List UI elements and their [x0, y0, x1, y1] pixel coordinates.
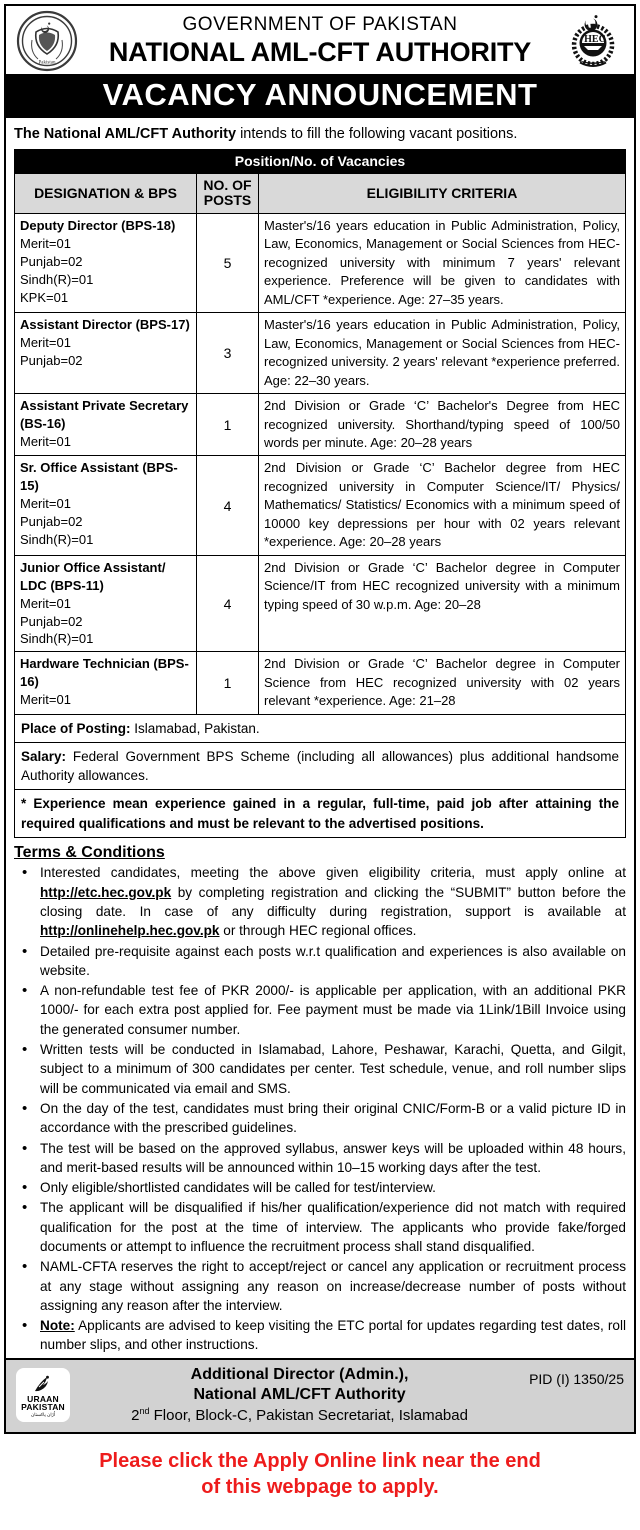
- table-title-row: [15, 149, 626, 173]
- list-item: [14, 1316, 626, 1355]
- cell-designation: [15, 394, 197, 456]
- list-item: [14, 1178, 626, 1197]
- quota-line: Merit=01: [20, 335, 71, 351]
- footer-address-block: [70, 1365, 529, 1425]
- masthead-text: [78, 14, 562, 68]
- quota-line: Punjab=02: [20, 253, 83, 269]
- intro-rest: intends to fill the following vacant positions.: [236, 125, 518, 142]
- footer-line-1: Additional Director (Admin.),: [190, 1365, 409, 1383]
- term-text: The test will be based on the approved syllabus, answer keys will be uploaded within 48 hours, and merit-based results will be announced within 10–15 working days after the test.: [40, 1140, 626, 1175]
- term-text: Only eligible/shortlisted candidates will be called for test/interview.: [40, 1180, 436, 1196]
- experience-note-row: [15, 790, 626, 838]
- designation-title: Hardware Technician (BPS-16): [20, 656, 189, 690]
- cell-posts: 5: [197, 214, 259, 313]
- list-item: [14, 942, 626, 981]
- svg-text:Pakistan: Pakistan: [38, 60, 56, 66]
- table-header-row: [15, 173, 626, 213]
- footer-line3-pre: 2: [131, 1406, 140, 1424]
- cell-posts: 3: [197, 313, 259, 394]
- column-header-designation: DESIGNATION & BPS: [15, 173, 197, 213]
- cell-posts: 4: [197, 555, 259, 652]
- table-title: Position/No. of Vacancies: [15, 149, 626, 173]
- table-row: [15, 214, 626, 313]
- footer-line-3: [70, 1406, 529, 1425]
- quota-line: Merit=01: [20, 235, 71, 251]
- list-item: [14, 1040, 626, 1098]
- term-text: Written tests will be conducted in Islamabad, Lahore, Peshawar, Karachi, Quetta, and Gilgit, subject to a minimum of 300 candidates per center. Test schedule, venue, and roll number slips will be communicated via email and SMS.: [40, 1042, 626, 1096]
- external-link[interactable]: http://onlinehelp.hec.gov.pk: [40, 923, 220, 939]
- list-item: [14, 1198, 626, 1256]
- uraan-pakistan-logo-icon: [16, 1368, 70, 1422]
- quota-line: Merit=01: [20, 595, 71, 611]
- designation-title: Junior Office Assistant/ LDC (BPS-11): [20, 559, 166, 593]
- hec-logo-icon: [562, 10, 624, 72]
- quota-line: Sindh(R)=01: [20, 271, 94, 287]
- place-of-posting-row: [15, 714, 626, 742]
- authority-title: NATIONAL AML-CFT AUTHORITY: [108, 36, 532, 67]
- term-text: Interested candidates, meeting the above given eligibility criteria, must apply online at: [40, 865, 626, 881]
- column-header-eligibility: ELIGIBILITY CRITERIA: [259, 173, 626, 213]
- pid-number: PID (I) 1350/25: [529, 1370, 624, 1387]
- footer-line3-sup: nd: [139, 1405, 150, 1416]
- intro-bold: The National AML/CFT Authority: [14, 125, 237, 142]
- term-text: or through HEC regional offices.: [219, 923, 417, 939]
- uraan-line3: اُڑان پاکستان: [30, 1411, 56, 1417]
- svg-text:HEC: HEC: [584, 34, 606, 45]
- table-row: [15, 555, 626, 652]
- footer-line-2: National AML/CFT Authority: [193, 1386, 406, 1404]
- salary-row: [15, 742, 626, 789]
- cell-designation: [15, 214, 197, 313]
- cell-posts: 4: [197, 456, 259, 555]
- table-row: [15, 456, 626, 555]
- term-text: NAML-CFTA reserves the right to accept/reject or cancel any application or recruitment process at any stage without assigning any reason on increase/decrease number of posts without assigning any reason after the interview.: [40, 1259, 626, 1313]
- term-text: by completing registration and clicking the “SUBMIT” button before the closing date. In case of any difficulty during registration, support is available at: [40, 884, 626, 919]
- cell-eligibility: 2nd Division or Grade ‘C’ Bachelor degree from HEC recognized university in Computer Science/IT/ Physics/ Mathematics/ Statistics/ Economics with a minimum speed of 10000 key depressions per hour with 02 years relevant *experience. Age: 20–28 years: [259, 456, 626, 555]
- advertisement-footer: [6, 1358, 634, 1432]
- apply-note-line-2: of this webpage to apply.: [201, 1475, 439, 1498]
- cell-posts: 1: [197, 394, 259, 456]
- term-text: Detailed pre-requisite against each posts w.r.t qualification and experiences is also available on website.: [40, 943, 626, 978]
- experience-definition-note: * Experience mean experience gained in a regular, full-time, paid job after attaining the required qualifications and must be relevant to the advertised positions.: [15, 790, 626, 838]
- cell-designation: [15, 313, 197, 394]
- column-header-posts: NO. OF POSTS: [197, 173, 259, 213]
- cell-eligibility: 2nd Division or Grade ‘C’ Bachelor degree in Computer Science/IT from HEC recognized university with a minimum typing speed of 30 w.p.m. Age: 20–28: [259, 555, 626, 652]
- cell-designation: [15, 456, 197, 555]
- intro-paragraph: [6, 118, 634, 149]
- apply-online-note: [0, 1434, 640, 1510]
- term-text: Applicants are advised to keep visiting the ETC portal for updates regarding test dates, roll number slips, and other instructions.: [40, 1318, 626, 1353]
- list-item: [14, 1099, 626, 1138]
- government-of-pakistan-emblem-icon: [16, 10, 78, 72]
- list-item: [14, 1257, 626, 1315]
- government-title: GOVERNMENT OF PAKISTAN: [182, 14, 458, 36]
- vacancy-announcement-page: [0, 4, 640, 1530]
- designation-title: Sr. Office Assistant (BPS-15): [20, 460, 178, 494]
- cell-eligibility: 2nd Division or Grade ‘C’ Bachelor degree in Computer Science from HEC recognized university with 02 years relevant *experience. Age: 21–28: [259, 652, 626, 714]
- quota-line: KPK=01: [20, 289, 69, 305]
- place-of-posting: Place of Posting: Islamabad, Pakistan.: [15, 714, 626, 742]
- designation-title: Assistant Private Secretary (BS-16): [20, 398, 189, 432]
- quota-line: Sindh(R)=01: [20, 631, 94, 647]
- quota-line: Merit=01: [20, 433, 71, 449]
- salary: Salary: Federal Government BPS Scheme (including all allowances) plus additional handsome Authority allowances.: [15, 742, 626, 789]
- designation-title: Assistant Director (BPS-17): [20, 317, 190, 333]
- note-label: Note:: [40, 1318, 75, 1334]
- term-text: A non-refundable test fee of PKR 2000/- is applicable per application, with an additional PKR 1000/- for each extra post applied for. Fee payment must be made via 1Link/1Bill Invoice using the generated consumer number.: [40, 983, 626, 1037]
- quota-line: Punjab=02: [20, 353, 83, 369]
- quota-line: Punjab=02: [20, 613, 83, 629]
- uraan-line2: PAKISTAN: [21, 1402, 65, 1413]
- designation-title: Deputy Director (BPS-18): [20, 218, 176, 234]
- cell-eligibility: 2nd Division or Grade ‘C’ Bachelor's Degree from HEC recognized university. Shorthand/typing speed of 100/50 words per minute. Age: 20–28 years: [259, 394, 626, 456]
- cell-eligibility: Master's/16 years education in Public Administration, Policy, Law, Economics, Management or Social Sciences from HEC-recognized university. 2 years' relevant *experience preferred. Age: 22–30 years.: [259, 313, 626, 394]
- list-item: [14, 863, 626, 940]
- cell-posts: 1: [197, 652, 259, 714]
- quota-line: Punjab=02: [20, 514, 83, 530]
- term-text: On the day of the test, candidates must bring their original CNIC/Form-B or a valid picture ID in accordance with the prescribed guidelines.: [40, 1100, 626, 1136]
- footer-line3-post: Floor, Block-C, Pakistan Secretariat, Islamabad: [149, 1406, 468, 1424]
- table-row: [15, 652, 626, 714]
- list-item: [14, 981, 626, 1039]
- quota-line: Merit=01: [20, 496, 71, 512]
- quota-line: Sindh(R)=01: [20, 532, 94, 548]
- term-text: The applicant will be disqualified if his/her qualification/experience did not match with required qualification for the post at the time of interview. The applicants who provide fake/forged documents or attempt to influence the recruitment process shall stand disqualified.: [40, 1200, 626, 1254]
- cell-designation: [15, 652, 197, 714]
- cell-designation: [15, 555, 197, 652]
- external-link[interactable]: http://etc.hec.gov.pk: [40, 884, 172, 900]
- uraan-line1: URAAN: [27, 1393, 59, 1404]
- terms-title: Terms & Conditions: [14, 844, 165, 862]
- apply-note-line-1: Please click the Apply Online link near the end: [99, 1449, 541, 1472]
- masthead: [6, 6, 634, 76]
- advertisement-frame: [4, 4, 636, 1434]
- vacancy-banner: VACANCY ANNOUNCEMENT: [6, 76, 634, 118]
- cell-eligibility: Master's/16 years education in Public Administration, Policy, Law, Economics, Management or Social Sciences from HEC-recognized university with minimum 7 years' relevant experience. Preference will be given to candidates with AML/CFT *experience. Age: 27–35 years.: [259, 214, 626, 313]
- table-row: [15, 313, 626, 394]
- quota-line: Merit=01: [20, 692, 71, 708]
- list-item: [14, 1139, 626, 1178]
- terms-and-conditions-section: [6, 838, 634, 1357]
- vacancy-table: [14, 149, 626, 839]
- table-row: [15, 394, 626, 456]
- terms-list: [14, 863, 626, 1354]
